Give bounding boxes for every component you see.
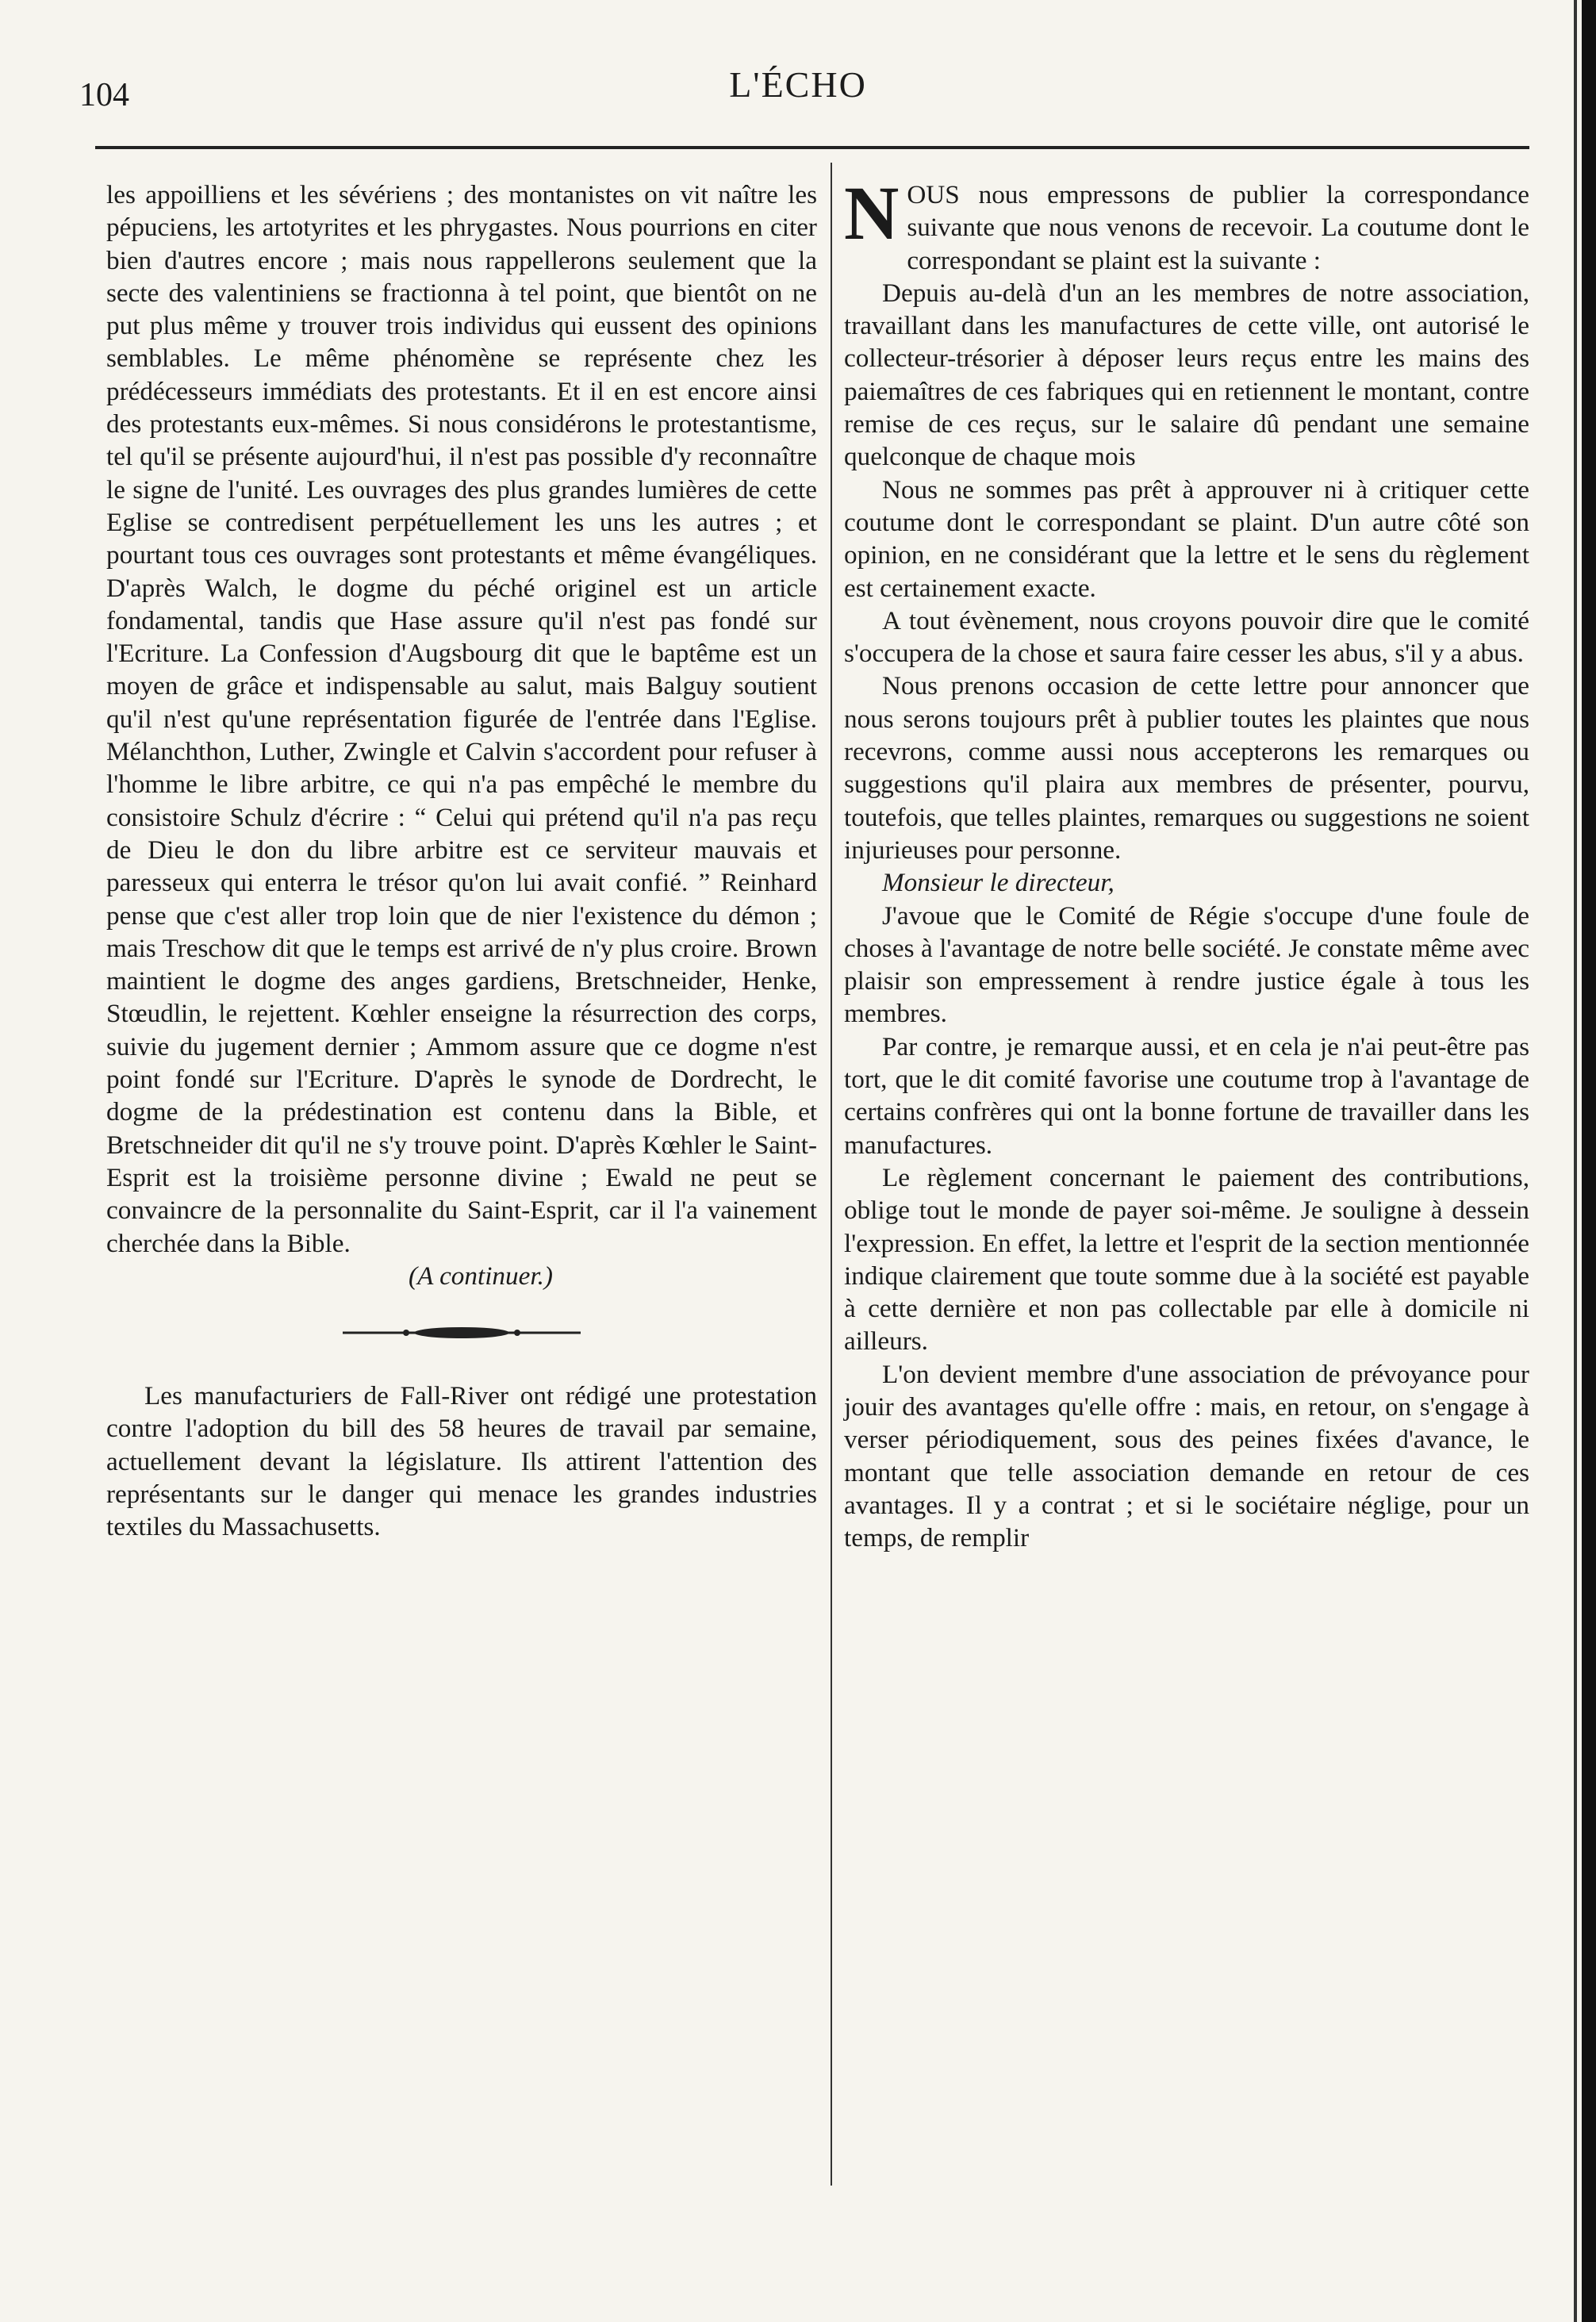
- column-divider: [831, 163, 832, 2186]
- to-be-continued: (A continuer.): [409, 1261, 553, 1291]
- dropcap-letter: N: [844, 171, 900, 255]
- page-number: 104: [79, 77, 129, 113]
- right-paragraph-5: Nous prenons occasion de cette lettre pour annoncer que nous serons toujours prêt à publier toutes les plaintes que nous recevrons, comme aussi nous accepterons les remarques ou suggestions qu'il plaira aux membres de présenter, pourvu, toutefois, que telles plaintes, remarques ou suggestions ne soient injurieuses pour personne.: [844, 671, 1529, 865]
- right-column: [844, 171, 1529, 1554]
- ornament-divider-icon: [343, 1324, 581, 1341]
- right-paragraph-2: Depuis au-delà d'un an les membres de notre association, travaillant dans les manufactures de cette ville, ont autorisé le collecteur-trésorier à déposer leurs reçus entre les mains des paiemaîtres de ces fabriques qui en retiennent le montant, contre remise de ces reçus, sur le salaire dû pendant une semaine quelconque de chaque mois: [844, 278, 1529, 472]
- left-column: [106, 178, 817, 1544]
- lead-in-text: OUS: [907, 180, 960, 209]
- left-paragraph-2: Les manufacturiers de Fall-River ont rédigé une protestation contre l'adoption du bill des 58 heures de travail par semaine, actuellement devant la législature. Ils attirent l'attention des représentants sur le danger qui menace les grandes industries textiles du Massachusetts.: [106, 1381, 817, 1542]
- right-paragraph-7: Par contre, je remarque aussi, et en cela je n'ai peut-être pas tort, que le dit comité favorise une coutume trop à l'avantage de certains confrères qui ont la bonne fortune de travailler dans les manufactures.: [844, 1031, 1529, 1160]
- right-paragraph-6: J'avoue que le Comité de Régie s'occupe d'une foule de choses à l'avantage de notre belle société. Je constate même avec plaisir son empressement à rendre justice égale à tous les membres.: [844, 900, 1529, 1029]
- right-paragraph-1-text: nous empressons de publier la correspondance suivante que nous venons de recevoir. La coutume dont le correspondant se plaint est la suivante :: [907, 180, 1529, 275]
- right-paragraph-3: Nous ne sommes pas prêt à approuver ni à critiquer cette coutume dont le correspondant se plaint. D'un autre côté son opinion, en ne considérant que la lettre et le sens du règlement est certainement exacte.: [844, 474, 1529, 603]
- right-paragraph-4: A tout évènement, nous croyons pouvoir dire que le comité s'occupera de la chose et saura faire cesser les abus, s'il y a abus.: [844, 605, 1529, 669]
- binding-edge: [1582, 0, 1596, 2322]
- binding-edge-line: [1574, 0, 1577, 2322]
- right-paragraph-9: L'on devient membre d'une association de prévoyance pour jouir des avantages qu'elle offre : mais, en retour, on s'engage à verser périodiquement, sous des peines fixées d'avance, le montant que telle association demande en retour de ces avantages. Il y a contrat ; et si le sociétaire néglige, pour un temps, de remplir: [844, 1359, 1529, 1553]
- letter-salutation: Monsieur le directeur,: [882, 868, 1115, 898]
- running-head-title: L'ÉCHO: [729, 64, 867, 105]
- left-paragraph-1: les appoilliens et les sévériens ; des montanistes on vit naître les pépuciens, les artotyrites et les phrygastes. Nous pourrions en citer bien d'autres encore ; mais nous rappellerons seulement que la secte des valentiniens se fractionna à tel point, que bientôt on ne put plus même y trouver trois individus qui eussent des opinions semblables. Le même phénomène se représente chez les prédécesseurs immédiats des protestants. Et il en est encore ainsi des protestants eux-mêmes. Si nous considérons le protestantisme, tel qu'il se présente aujourd'hui, il n'est pas possible d'y reconnaître le signe de l'unité. Les ouvrages des plus grandes lumières de cette Eglise se contredisent perpétuellement les uns les autres ; et pourtant tous ces ouvrages sont protestants et même évangéliques. D'après Walch, le dogme du péché originel est un article fondamental, tandis que Hase assure qu'il n'est pas fondé sur l'Ecriture. La Confession d'Augsbourg dit que le baptême est un moyen de grâce et indispensable au salut, mais Balguy soutient qu'il n'est qu'une représentation figurée de l'entrée dans l'Eglise. Mélanchthon, Luther, Zwingle et Calvin s'accordent pour refuser à l'homme le libre arbitre, ce qui n'a pas empêché le membre du consistoire Schulz d'écrire : “ Celui qui prétend qu'il n'a pas reçu de Dieu le don du libre arbitre est ce serviteur mauvais et paresseux qui enterra le trésor qu'on lui avait confié. ” Reinhard pense que c'est aller trop loin que de nier l'existence du démon ; mais Treschow dit que le temps est arrivé de n'y plus croire. Brown maintient le dogme des anges gardiens, Bretschneider, Henke, Stœudlin, le rejettent. Kœhler enseigne la résurrection des corps, suivie du jugement dernier ; Ammom assure que ce dogme n'est point fondé sur l'Ecriture. D'après le synode de Dordrecht, le dogme de la prédestination est contenu dans la Bible, et Bretschneider dit qu'il ne s'y trouve point. D'après Kœhler le Saint-Esprit est la troisième personne divine ; Ewald ne peut se convaincre de la personnalite du Saint-Esprit, car il l'a vainement cherchée dans la Bible.: [106, 180, 817, 1258]
- right-paragraph-1: [844, 171, 1529, 277]
- right-paragraph-8: Le règlement concernant le paiement des contributions, oblige tout le monde de payer soi-même. Je souligne à dessein l'expression. En effet, la lettre et l'esprit de la section mentionnée indique clairement que toute somme due à la société est payable à cette dernière et non pas collectable par elle à domicile ni ailleurs.: [844, 1162, 1529, 1357]
- header-rule: [95, 146, 1529, 149]
